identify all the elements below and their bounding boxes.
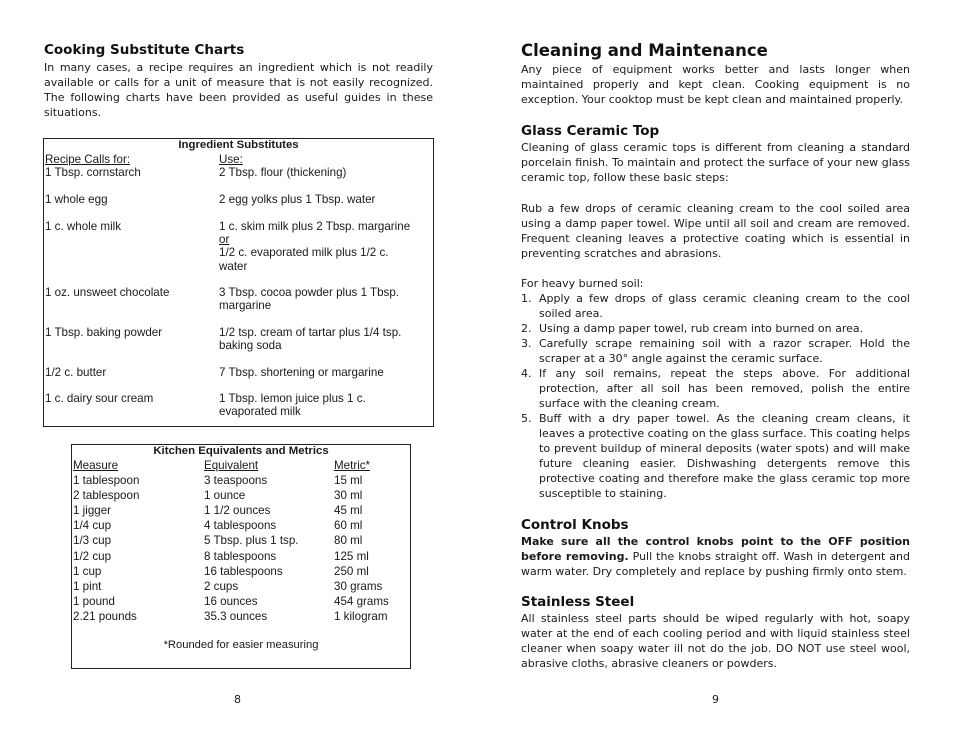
use-value-alt: water <box>219 260 248 273</box>
use-value: 3 Tbsp. cocoa powder plus 1 Tbsp. <box>219 286 400 299</box>
metric-cell: 15 ml <box>334 474 363 487</box>
footnote: *Rounded for easier measuring <box>163 639 319 651</box>
metric-cell: 250 ml <box>334 564 369 578</box>
col-header-equivalent: Equivalent <box>204 459 259 472</box>
use-value: baking soda <box>219 339 282 352</box>
metric-cell: 45 ml <box>334 504 363 518</box>
use-value: 7 Tbsp. shortening or margarine <box>219 366 384 379</box>
table-title: Ingredient Substitutes <box>178 139 299 151</box>
equivalent-cell: 5 Tbsp. plus 1 tsp. <box>204 534 299 548</box>
measure-cell: 1/4 cup <box>73 519 112 533</box>
page-number-right: 9 <box>712 693 719 706</box>
measure-cell: 1 jigger <box>73 504 112 518</box>
use-value: 1 Tbsp. lemon juice plus 1 c. <box>219 392 366 405</box>
step-text: Buff with a dry paper towel. As the cleaning cream cleans, it leaves a protective coating on the glass surface. This coating helps to prevent buildup of mineral deposits (water spots) and will make future cleaning easier. Dishwashing detergents remove this protective coating and therefore make the glass ceramic top more susceptible to staining. <box>539 412 910 500</box>
table-header-row <box>45 153 433 167</box>
use-value: 2 Tbsp. flour (thickening) <box>219 166 347 179</box>
cooking-substitute-intro: In many cases, a recipe requires an ingredient which is not readily available or calls for a unit of measure that is not easily recognized. The following charts have been provided as useful guides in these situations. <box>44 61 433 119</box>
measure-cell: 1/3 cup <box>73 534 112 548</box>
metric-cell: 1 kilogram <box>334 609 388 623</box>
cleaning-maintenance-heading: Cleaning and Maintenance <box>521 41 768 60</box>
measure-cell: 1 pound <box>73 594 115 608</box>
glass-ceramic-p2: Rub a few drops of ceramic cleaning cream to the cool soiled area using a damp paper towel. Wipe until all soil and cream are removed. Frequent cleaning leaves a protective coating which is essential in preventing scratches and abrasions. <box>521 202 910 260</box>
control-knobs-heading: Control Knobs <box>521 517 629 533</box>
use-value: 1 c. skim milk plus 2 Tbsp. margarine <box>219 220 411 233</box>
step-text: Carefully scrape remaining soil with a razor scraper. Hold the scraper at a 30° angle against the ceramic surface. <box>539 337 910 365</box>
equivalent-cell: 4 tablespoons <box>204 519 277 533</box>
heavy-soil-steps <box>521 291 910 501</box>
recipe-item: 1 Tbsp. cornstarch <box>45 166 141 179</box>
step-item <box>521 321 910 336</box>
or-label: or <box>219 233 230 246</box>
ingredient-substitutes-table <box>43 138 434 427</box>
metric-cell: 454 grams <box>334 594 389 608</box>
metric-cell: 60 ml <box>334 519 363 533</box>
recipe-item: 1/2 c. butter <box>45 366 107 379</box>
glass-ceramic-heading: Glass Ceramic Top <box>521 123 660 139</box>
recipe-item: 1 Tbsp. baking powder <box>45 326 163 339</box>
equivalent-cell: 16 tablespoons <box>204 564 283 578</box>
step-number: 1. <box>521 292 532 305</box>
col-header-recipe: Recipe Calls for: <box>45 153 131 166</box>
metric-cell: 125 ml <box>334 549 369 563</box>
use-value: 1/2 tsp. cream of tartar plus 1/4 tsp. <box>219 326 402 339</box>
step-item <box>521 291 910 321</box>
cooking-substitute-heading: Cooking Substitute Charts <box>44 42 245 58</box>
cleaning-intro: Any piece of equipment works better and lasts longer when maintained properly and kept clean. Cooking equipment is no exception. Your cooktop must be kept clean and maintained properly. <box>521 63 910 106</box>
step-number: 4. <box>521 367 532 380</box>
control-knobs-text <box>521 534 910 579</box>
col-header-measure: Measure <box>73 459 119 472</box>
step-number: 5. <box>521 412 532 425</box>
metric-cell: 30 ml <box>334 489 363 503</box>
recipe-item: 1 oz. unsweet chocolate <box>45 286 170 299</box>
heavy-soil-label: For heavy burned soil: <box>521 277 644 290</box>
stainless-steel-text: All stainless steel parts should be wiped regularly with hot, soapy water at the end of each cooling period and with liquid stainless steel cleaner when soapy water ill not do the job. DO NOT use steel wool, abrasive cloths, abrasive cleaners or powders. <box>521 612 910 670</box>
stainless-steel-heading: Stainless Steel <box>521 594 635 610</box>
glass-ceramic-p1: Cleaning of glass ceramic tops is different from cleaning a standard porcelain finish. To maintain and protect the surface of your new glass ceramic top, follow these basic steps: <box>521 141 910 184</box>
use-value: margarine <box>219 299 272 312</box>
step-number: 3. <box>521 337 532 350</box>
equivalent-cell: 16 ounces <box>204 594 258 608</box>
recipe-item: 1 c. whole milk <box>45 220 122 233</box>
step-text: Apply a few drops of glass ceramic cleaning cream to the cool soiled area. <box>539 292 910 320</box>
measure-cell: 1 cup <box>73 564 102 578</box>
equivalent-cell: 1 ounce <box>204 489 246 503</box>
recipe-item: 1 c. dairy sour cream <box>45 392 154 405</box>
equivalent-cell: 1 1/2 ounces <box>204 504 271 518</box>
measure-cell: 1 pint <box>73 579 102 593</box>
equivalent-cell: 2 cups <box>204 579 239 593</box>
kitchen-equivalents-table <box>71 444 411 669</box>
metric-cell: 80 ml <box>334 534 363 548</box>
col-header-metric: Metric* <box>334 459 371 472</box>
metric-cell: 30 grams <box>334 579 383 593</box>
control-knobs-instructions: Pull the knobs straight off. Wash in detergent and warm water. Dry completely and replace by pushing firmly onto stem. <box>521 550 910 578</box>
measure-cell: 1/2 cup <box>73 549 112 563</box>
step-item <box>521 366 910 411</box>
step-text: If any soil remains, repeat the steps above. For additional protection, after all soil has been removed, polish the entire surface with the cleaning cream. <box>539 367 910 410</box>
table-title: Kitchen Equivalents and Metrics <box>153 445 329 457</box>
measure-cell: 2.21 pounds <box>73 609 137 623</box>
use-value-alt: 1/2 c. evaporated milk plus 1/2 c. <box>219 246 389 259</box>
col-header-use: Use: <box>219 153 243 166</box>
equivalent-cell: 35.3 ounces <box>204 609 268 623</box>
equivalent-cell: 3 teaspoons <box>204 474 268 487</box>
use-value: 2 egg yolks plus 1 Tbsp. water <box>219 193 376 206</box>
equivalent-cell: 8 tablespoons <box>204 549 277 563</box>
page-number-left: 8 <box>234 693 241 706</box>
use-value: evaporated milk <box>219 405 301 418</box>
step-text: Using a damp paper towel, rub cream into burned on area. <box>539 322 864 335</box>
step-number: 2. <box>521 322 532 335</box>
recipe-item: 1 whole egg <box>45 193 108 206</box>
step-item <box>521 411 910 501</box>
measure-cell: 1 tablespoon <box>73 474 140 487</box>
control-knobs-warning: Make sure all the control knobs point to the OFF position before removing. <box>521 535 910 563</box>
measure-cell: 2 tablespoon <box>73 489 140 503</box>
step-item <box>521 336 910 366</box>
